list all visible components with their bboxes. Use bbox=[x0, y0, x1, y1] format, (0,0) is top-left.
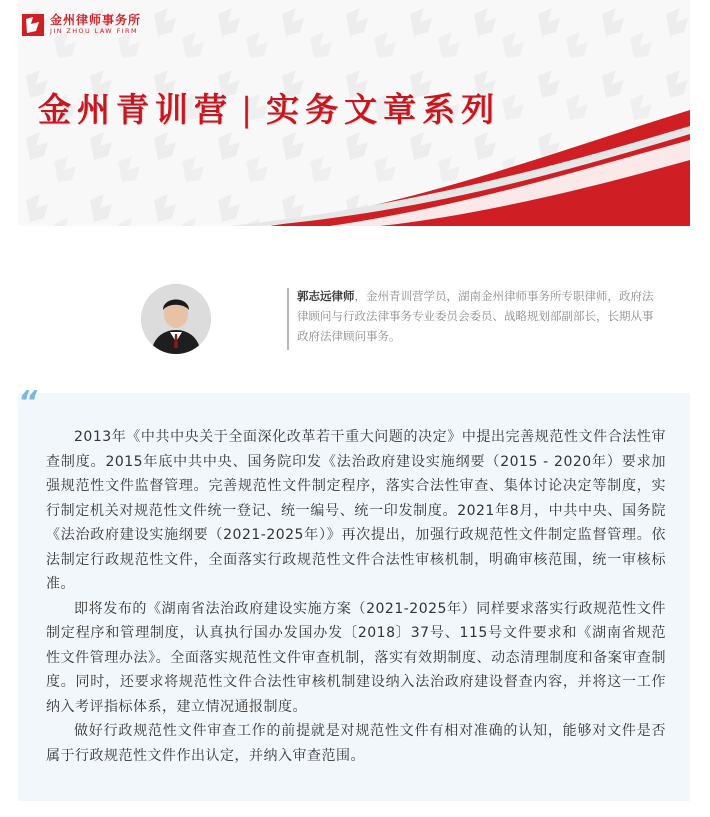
author-bio bbox=[297, 286, 659, 346]
author-name: 郭志远律师 bbox=[297, 289, 355, 303]
logo-chinese-name: 金州律师事务所 bbox=[50, 13, 142, 27]
banner-title-left: 金州青训营 bbox=[38, 90, 233, 129]
author-avatar bbox=[141, 284, 211, 354]
logo-english-name: JIN ZHOU LAW FIRM bbox=[50, 27, 138, 35]
divider-line bbox=[287, 288, 289, 350]
header-banner bbox=[18, 0, 690, 226]
banner-title bbox=[38, 84, 500, 131]
author-info bbox=[141, 284, 661, 364]
article-paragraph-2: 即将发布的《湖南省法治政府建设实施方案（2021-2025年）同样要求落实行政规范性文件制定程序和管理制度，认真执行国办发国办发〔2018〕37号、115号文件要求和《湖南省规范性文件管理办法》。全面落实规范性文件审查机制，落实有效期制度、动态清理制度和备案审查制度。同时，还要求将规范性文件合法性审核机制建设纳入法治政府建设督查内容，并将这一工作纳入考评指标体系，建立情况通报制度。 bbox=[46, 600, 666, 715]
banner-title-separator: | bbox=[241, 90, 259, 129]
article-panel bbox=[18, 385, 690, 801]
article-paragraph-1: 2013年《中共中央关于全面深化改革若干重大问题的决定》中提出完善规范性文件合法性审查制度。2015年底中共中央、国务院印发《法治政府建设实施纲要（2015 - 2020年）要求加强规范性文件监督管理。完善规范性文件制定程序，落实合法性审查、集体讨论决定等制度，实行制定机关对规范性文件统一登记、统一编号、统一印发制度。2021年8月，中共中央、国务院《法治政府建设实施纲要（2021-2025年）》再次提出，加强行政规范性文件制定监督管理。依法制定行政规范性文件，全面落实行政规范性文件合法性审核机制，明确审核范围，统一审核标准。 bbox=[46, 429, 666, 592]
banner-title-right: 实务文章系列 bbox=[266, 90, 501, 129]
article-content bbox=[46, 425, 666, 768]
article-paragraph-3: 做好行政规范性文件审查工作的前提就是对规范性文件有相对准确的认知，能够对文件是否属于行政规范性文件作出认定，并纳入审查范围。 bbox=[46, 723, 666, 764]
firm-logo bbox=[22, 14, 141, 36]
firm-logo-icon bbox=[22, 14, 44, 36]
author-bio-text: ，金州青训营学员，湖南金州律师事务所专职律师，政府法律顾问与行政法律事务专业委员会委员、战略规划部副部长，长期从事政府法律顾问事务。 bbox=[297, 289, 654, 343]
quote-mark-icon: “ bbox=[18, 385, 38, 420]
